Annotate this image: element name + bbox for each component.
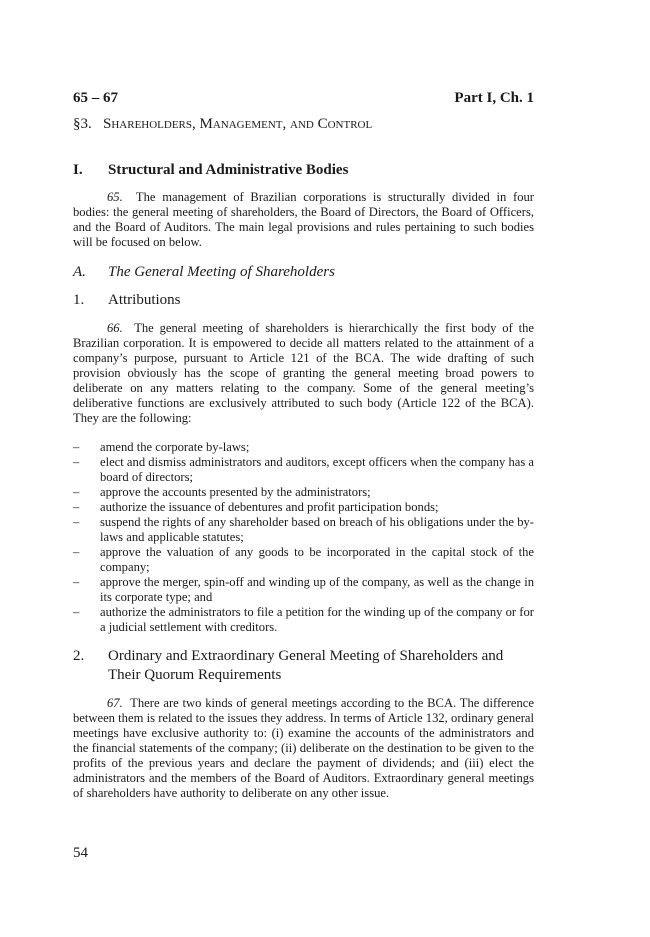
dash-marker: – xyxy=(73,440,80,454)
heading-number: I. xyxy=(73,162,83,178)
dash-marker: – xyxy=(73,455,80,469)
dash-marker: – xyxy=(73,605,80,619)
section-mark: §3. xyxy=(73,116,92,132)
paragraph-number: 65. xyxy=(107,190,123,204)
paragraph-66 xyxy=(73,321,534,426)
dash-marker: – xyxy=(73,545,80,559)
list-item xyxy=(73,500,534,515)
paragraph-67 xyxy=(73,696,534,801)
subheading-general-meeting xyxy=(73,264,534,281)
dash-marker: – xyxy=(73,515,80,529)
paragraph-text: There are two kinds of general meetings according to the BCA. The difference between them is related to the issues they address. In terms of Article 132, ordinary general meetings have exclusive authority to: (i) examine the accounts of the administrators and the financial statements of the company; (ii) deliberate on the destination to be given to the profits of the previous years and declare the payment of dividends; and (iii) elect the administrators and the members of the Board of Auditors. Extraordinary general meetings of shareholders have authority to deliberate on any other issue. xyxy=(73,696,534,800)
page-body xyxy=(73,116,534,801)
running-head-left: 65 – 67 xyxy=(73,90,118,106)
subheading-text: The General Meeting of Shareholders xyxy=(108,264,335,280)
list-item xyxy=(73,485,534,500)
subheading-attributions xyxy=(73,292,534,309)
subheading-number: 2. xyxy=(73,648,85,664)
section-title: Shareholders, Management, and Control xyxy=(103,116,373,132)
subheading-text: Attributions xyxy=(108,292,181,308)
subheading-number: 1. xyxy=(73,292,85,308)
subheading-ordinary-extraordinary xyxy=(73,647,534,685)
paragraph-text: The management of Brazilian corporations is structurally divided in four bodies: the general meeting of shareholders, the Board of Directors, the Board of Officers, and the Board of Auditors. The main legal provisions and rules pertaining to such bodies will be focused on below. xyxy=(73,190,534,249)
list-item xyxy=(73,515,534,545)
list-item xyxy=(73,605,534,635)
list-item xyxy=(73,455,534,485)
list-item-text: approve the accounts presented by the administrators; xyxy=(100,485,371,499)
list-item-text: elect and dismiss administrators and auditors, except officers when the company has a board of directors; xyxy=(100,455,534,484)
dash-marker: – xyxy=(73,485,80,499)
list-item-text: suspend the rights of any shareholder based on breach of his obligations under the by-laws and applicable statutes; xyxy=(100,515,534,544)
list-item-text: authorize the issuance of debentures and profit participation bonds; xyxy=(100,500,439,514)
running-head-right: Part I, Ch. 1 xyxy=(454,90,534,106)
dash-marker: – xyxy=(73,500,80,514)
section-heading xyxy=(73,116,534,133)
list-item-text: authorize the administrators to file a petition for the winding up of the company or for a judicial settlement with creditors. xyxy=(100,605,534,634)
paragraph-65 xyxy=(73,190,534,250)
heading-text: Structural and Administrative Bodies xyxy=(108,162,349,178)
paragraph-number: 67. xyxy=(107,696,123,710)
list-item-text: approve the merger, spin-off and winding up of the company, as well as the change in its corporate type; and xyxy=(100,575,534,604)
paragraph-number: 66. xyxy=(107,321,123,335)
running-head xyxy=(73,90,534,107)
list-item xyxy=(73,440,534,455)
list-item-text: approve the valuation of any goods to be incorporated in the capital stock of the company; xyxy=(100,545,534,574)
subheading-text: Ordinary and Extraordinary General Meeting of Shareholders and Their Quorum Requirements xyxy=(108,648,504,683)
list-item-text: amend the corporate by-laws; xyxy=(100,440,250,454)
heading-structural-bodies xyxy=(73,162,534,179)
page-number: 54 xyxy=(73,845,88,861)
subheading-number: A. xyxy=(73,264,86,280)
paragraph-text: The general meeting of shareholders is hierarchically the first body of the Brazilian corporation. It is empowered to decide all matters related to the attainment of a company’s purpose, pursuant to Article 121 of the BCA. The wide drafting of such provision obviously has the scope of granting the general meeting broad powers to deliberate on any matters relating to the company. Some of the general meeting’s deliberative functions are exclusively attributed to such body (Article 122 of the BCA). They are the following: xyxy=(73,321,534,425)
list-item xyxy=(73,575,534,605)
deliberative-functions-list xyxy=(73,440,534,635)
dash-marker: – xyxy=(73,575,80,589)
list-item xyxy=(73,545,534,575)
